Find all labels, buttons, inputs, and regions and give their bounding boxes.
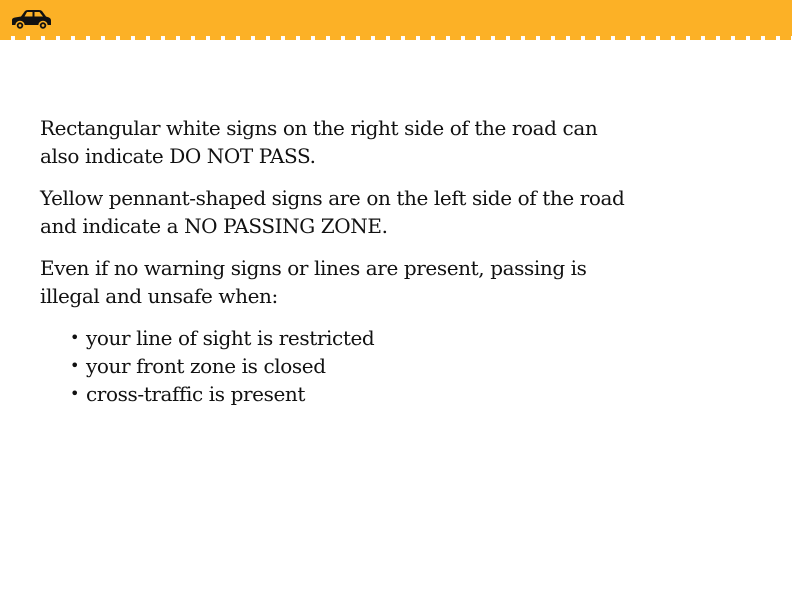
bullet-list xyxy=(40,324,640,408)
paragraph-rectangular-signs: Rectangular white signs on the right side of the road can also indicate DO NOT PASS. xyxy=(40,116,598,168)
slide-body xyxy=(40,114,640,408)
bullet-item: • your front zone is closed xyxy=(70,352,640,380)
car-icon xyxy=(9,8,53,30)
paragraph-pennant-signs: Yellow pennant-shaped signs are on the left side of the road and indicate a NO PASSING ZONE. xyxy=(40,186,625,238)
header-band xyxy=(0,0,792,36)
paragraph-illegal-passing: Even if no warning signs or lines are present, passing is illegal and unsafe when: xyxy=(40,256,587,308)
bullet-item: • your line of sight is restricted xyxy=(70,324,640,352)
header-dashed-border xyxy=(0,36,792,40)
bullet-item: • cross-traffic is present xyxy=(70,380,640,408)
